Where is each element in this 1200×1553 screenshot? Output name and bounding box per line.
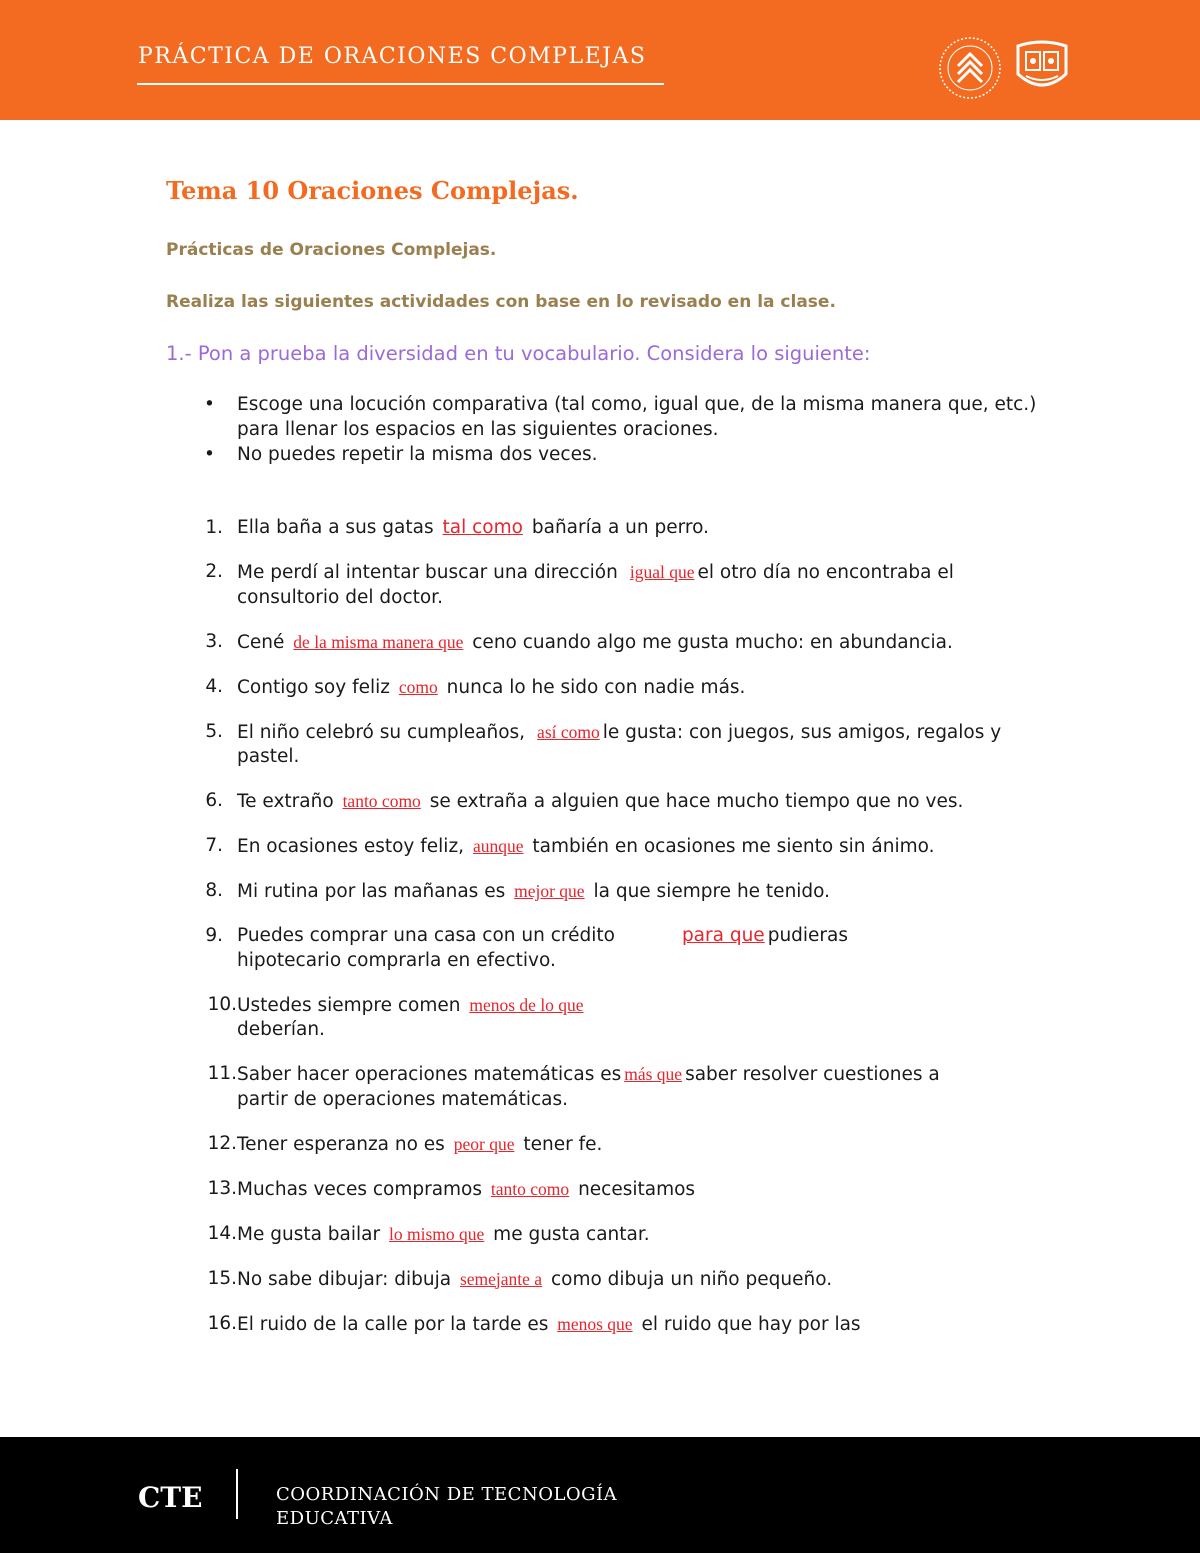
exercise-text-after: el otro día no encontraba el consultorio del doctor. — [237, 562, 954, 608]
exercise-text-after: se extraña a alguien que hace mucho tiempo que no ves. — [429, 791, 964, 812]
exercise-text-before: Ella baña a sus gatas — [237, 517, 434, 538]
exercise-text-after: pudieras — [767, 925, 849, 946]
exercise-item — [207, 993, 1037, 1043]
exercise-item — [207, 1177, 1037, 1203]
exercise-answer: lo mismo que — [389, 1223, 485, 1244]
exercise-number: 16. — [207, 1312, 237, 1334]
exercise-list — [205, 516, 1037, 1357]
exercise-text-before: En ocasiones estoy feliz, — [237, 836, 465, 857]
question-heading: 1.- Pon a prueba la diversidad en tu vocabulario. Considera lo siguiente: — [166, 342, 871, 365]
exercise-text-before: Me perdí al intentar buscar una dirección — [237, 562, 618, 583]
activity-instruction: Realiza las siguientes actividades con base en lo revisado en la clase. — [166, 292, 836, 312]
exercise-number: 6. — [205, 790, 223, 811]
exercise-text-before: Contigo soy feliz — [237, 676, 390, 698]
exercise-item — [205, 789, 1037, 815]
exercise-number: 9. — [205, 925, 223, 946]
exercise-text-after: saber resolver cuestiones a — [685, 1064, 940, 1085]
exercise-item — [207, 1062, 1037, 1112]
header-title: PRÁCTICA DE ORACIONES COMPLEJAS — [138, 44, 647, 69]
exercise-item — [205, 516, 1037, 541]
exercise-text-before: El ruido de la calle por la tarde es — [237, 1313, 549, 1335]
exercise-text-after: le gusta: con juegos, sus amigos, regalos y pastel. — [237, 721, 1002, 767]
exercise-item — [207, 1222, 1037, 1248]
exercise-answer: menos de lo que — [469, 994, 584, 1015]
exercise-text-before: Puedes comprar una casa con un crédito — [237, 925, 615, 946]
exercise-answer: tanto como — [342, 791, 421, 811]
exercise-text-after: también en ocasiones me siento sin ánimo. — [532, 836, 935, 857]
exercise-item — [205, 834, 1037, 860]
exercise-text-continued: partir de operaciones matemáticas. — [237, 1088, 568, 1110]
exercise-answer: mejor que — [514, 881, 585, 901]
bullet-text: Escoge una locución comparativa (tal como, igual que, de la misma manera que, etc.) para llenar los espacios en las siguientes oraciones. — [237, 394, 1037, 440]
exercise-item — [205, 924, 1037, 973]
exercise-number: 1. — [205, 517, 223, 538]
exercise-number: 13. — [207, 1177, 237, 1199]
exercise-number: 14. — [207, 1222, 237, 1244]
exercise-text-after: nunca lo he sido con nadie más. — [446, 676, 746, 698]
exercise-text-after: bañaría a un perro. — [531, 517, 709, 538]
exercise-text-after: como dibuja un niño pequeño. — [550, 1268, 833, 1290]
footer-acronym: CTE — [138, 1481, 203, 1514]
exercise-number: 2. — [205, 561, 223, 582]
exercise-answer: peor que — [453, 1133, 515, 1154]
exercise-text-before: Tener esperanza no es — [237, 1133, 445, 1155]
exercise-number: 3. — [205, 630, 223, 652]
exercise-answer: tanto como — [490, 1178, 570, 1199]
footer-coordination: COORDINACIÓN DE TECNOLOGÍA EDUCATIVA — [276, 1484, 618, 1529]
exercise-text-after: tener fe. — [523, 1133, 603, 1155]
exercise-item — [205, 879, 1037, 905]
exercise-text-before: No sabe dibujar: dibuja — [237, 1268, 452, 1290]
exercise-text-before: El niño celebró su cumpleaños, — [237, 721, 526, 743]
exercise-text-after: el ruido que hay por las — [641, 1313, 861, 1335]
exercise-text-before: Te extraño — [237, 791, 334, 812]
exercise-number: 12. — [207, 1132, 237, 1154]
exercise-item — [207, 1132, 1037, 1158]
exercise-answer: de la misma manera que — [293, 631, 464, 652]
page-title: Tema 10 Oraciones Complejas. — [166, 176, 579, 205]
exercise-answer: como — [398, 676, 438, 697]
exercise-number: 10. — [207, 993, 237, 1015]
exercise-text-after: ceno cuando algo me gusta mucho: en abundancia. — [472, 631, 953, 653]
header-rule — [137, 83, 664, 85]
exercise-text-before: Saber hacer operaciones matemáticas es — [237, 1064, 622, 1085]
exercise-number: 4. — [205, 675, 223, 697]
bullet-icon: • — [204, 444, 215, 465]
exercise-text-after: deberían. — [237, 1019, 325, 1040]
exercise-text-before: Ustedes siempre comen — [237, 994, 461, 1016]
exercise-answer: semejante a — [459, 1268, 543, 1289]
exercise-answer: tal como — [442, 517, 523, 538]
exercise-answer: para que — [681, 925, 765, 946]
exercise-number: 8. — [205, 880, 223, 901]
exercise-answer: aunque — [472, 836, 524, 856]
exercise-item — [205, 560, 1037, 610]
exercise-item — [205, 630, 1037, 656]
exercise-text-before: Muchas veces compramos — [237, 1178, 483, 1200]
exercise-number: 5. — [205, 720, 223, 742]
exercise-text-before: Mi rutina por las mañanas es — [237, 881, 506, 902]
exercise-text-continued: hipotecario comprarla en efectivo. — [237, 949, 556, 971]
bullet-text: No puedes repetir la misma dos veces. — [237, 444, 598, 465]
exercise-number: 11. — [207, 1063, 237, 1084]
exercise-text-after: me gusta cantar. — [493, 1223, 650, 1245]
section-subtitle: Prácticas de Oraciones Complejas. — [166, 240, 497, 260]
footer-divider — [236, 1469, 238, 1519]
exercise-item — [205, 720, 1037, 770]
exercise-item — [207, 1312, 1037, 1338]
exercise-text-after: necesitamos — [578, 1178, 696, 1200]
bullet-item — [204, 392, 1037, 442]
bullet-icon: • — [204, 394, 215, 415]
exercise-answer: igual que — [629, 562, 695, 582]
university-seal-logo — [938, 36, 1002, 100]
exercise-answer: así como — [537, 721, 600, 742]
exercise-item — [207, 1267, 1037, 1293]
exercise-answer: menos que — [557, 1313, 633, 1334]
exercise-text-before: Cené — [237, 631, 285, 653]
exercise-text-before: Me gusta bailar — [237, 1223, 381, 1245]
exercise-number: 7. — [205, 835, 223, 856]
footer-band — [0, 1437, 1200, 1553]
exercise-answer: más que — [624, 1064, 683, 1084]
exercise-text-after: la que siempre he tenido. — [593, 881, 831, 902]
exercise-item — [205, 675, 1037, 701]
exercise-number: 15. — [207, 1267, 237, 1289]
header-band — [0, 0, 1200, 120]
instruction-bullets — [204, 392, 1037, 467]
institution-shield-logo — [1012, 36, 1072, 96]
bullet-item — [204, 442, 1037, 467]
